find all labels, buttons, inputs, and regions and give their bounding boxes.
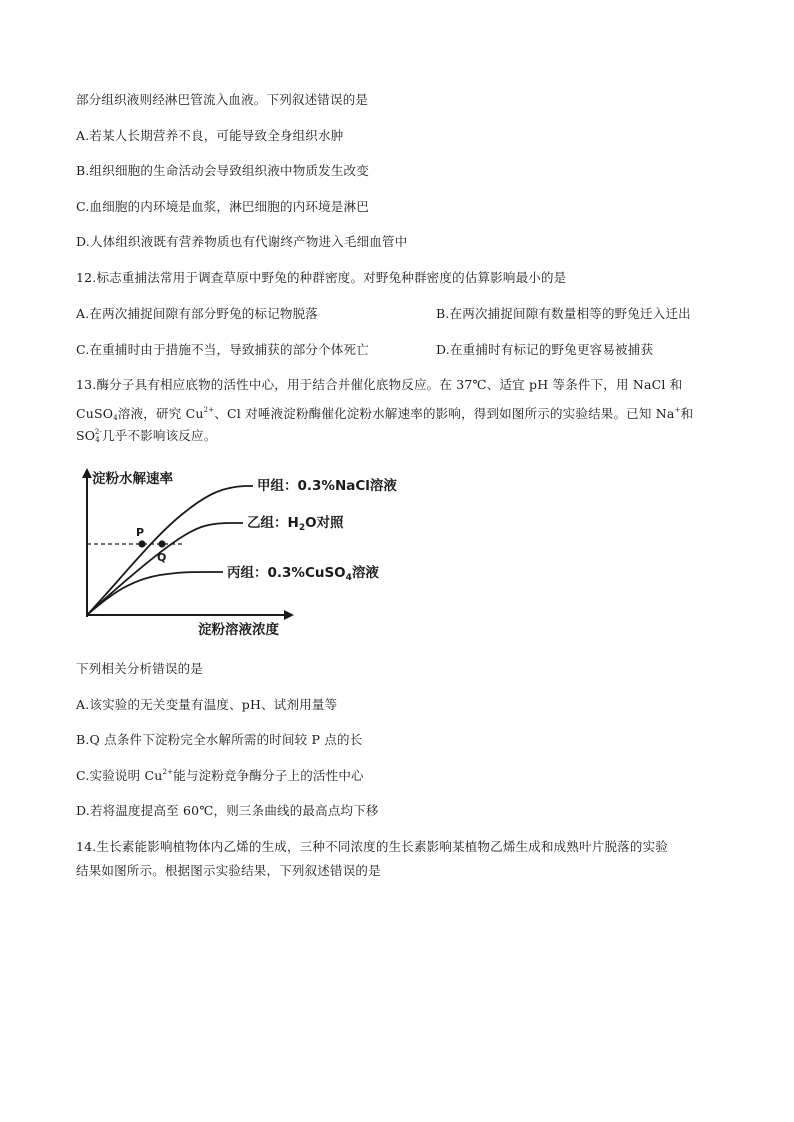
q11-option-d: D.人体组织液既有营养物质也有代谢终产物进入毛细血管中 [76, 234, 408, 249]
q11-option-b: B.组织细胞的生命活动会导致组织液中物质发生改变 [76, 163, 369, 178]
curve-yi [87, 523, 243, 615]
y-axis-label: 淀粉水解速率 [92, 471, 173, 487]
q14-stem-line1: 14.生长素能影响植物体内乙烯的生成，三种不同浓度的生长素影响某植物乙烯生成和成熟叶片脱落的实验 [76, 839, 668, 854]
q12-option-b: B.在两次捕捉间隙有数量相等的野兔迁入迁出 [436, 306, 691, 321]
q13-option-b: B.Q 点条件下淀粉完全水解所需的时间较 P 点的长 [76, 732, 363, 747]
q13-stem-line1: 13.酶分子具有相应底物的活性中心，用于结合并催化底物反应。在 37℃、适宜 pH 等条件下，用 NaCl 和 [76, 377, 683, 392]
q11-option-a: A.若某人长期营养不良，可能导致全身组织水肿 [76, 128, 344, 143]
q11-option-c: C.血细胞的内环境是血浆，淋巴细胞的内环境是淋巴 [76, 199, 369, 214]
curve-yi-label: 乙组：$H_2O$对照 [247, 515, 344, 533]
q13-option-a: A.该实验的无关变量有温度、pH、试剂用量等 [76, 697, 338, 712]
point-q-label: Q [157, 551, 167, 564]
q11-stem-tail: 部分组织液则经淋巴管流入血液。下列叙述错误的是 [76, 92, 369, 107]
point-q-marker [158, 540, 165, 547]
q13-stem-line3: $SO_4^{2-}$几乎不影响该反应。 [76, 428, 217, 444]
x-axis-label: 淀粉溶液浓度 [198, 622, 279, 638]
q12-option-c: C.在重捕时由于措施不当，导致捕获的部分个体死亡 [76, 342, 369, 357]
q13-option-c: C.实验说明 $Cu^{2+}$能与淀粉竞争酶分子上的活性中心 [76, 768, 364, 783]
curve-jia-label: 甲组：0.3%NaCl溶液 [257, 478, 397, 494]
q13-figure [70, 460, 410, 645]
q13-stem-line2: CuSO$_4$溶液，研究 $Cu^{2+}$、Cl 对唾液淀粉酶催化淀粉水解速率的影响，得到如图所示的实验结果。已知 Na+和 [76, 406, 694, 422]
q12-option-a: A.在两次捕捉间隙有部分野兔的标记物脱落 [76, 306, 319, 321]
point-p-marker [138, 540, 145, 547]
q14-stem-line2: 结果如图所示。根据图示实验结果，下列叙述错误的是 [76, 863, 381, 878]
q12-stem: 12.标志重捕法常用于调查草原中野兔的种群密度。对野兔种群密度的估算影响最小的是 [76, 270, 567, 285]
q13-after-figure: 下列相关分析错误的是 [76, 661, 204, 676]
point-p-label: P [136, 526, 145, 539]
curve-bing-label: 丙组：0.3%CuSO$_4$溶液 [227, 565, 379, 583]
q13-option-d: D.若将温度提高至 60℃，则三条曲线的最高点均下移 [76, 803, 379, 818]
q12-option-d: D.在重捕时有标记的野兔更容易被捕获 [436, 342, 654, 357]
